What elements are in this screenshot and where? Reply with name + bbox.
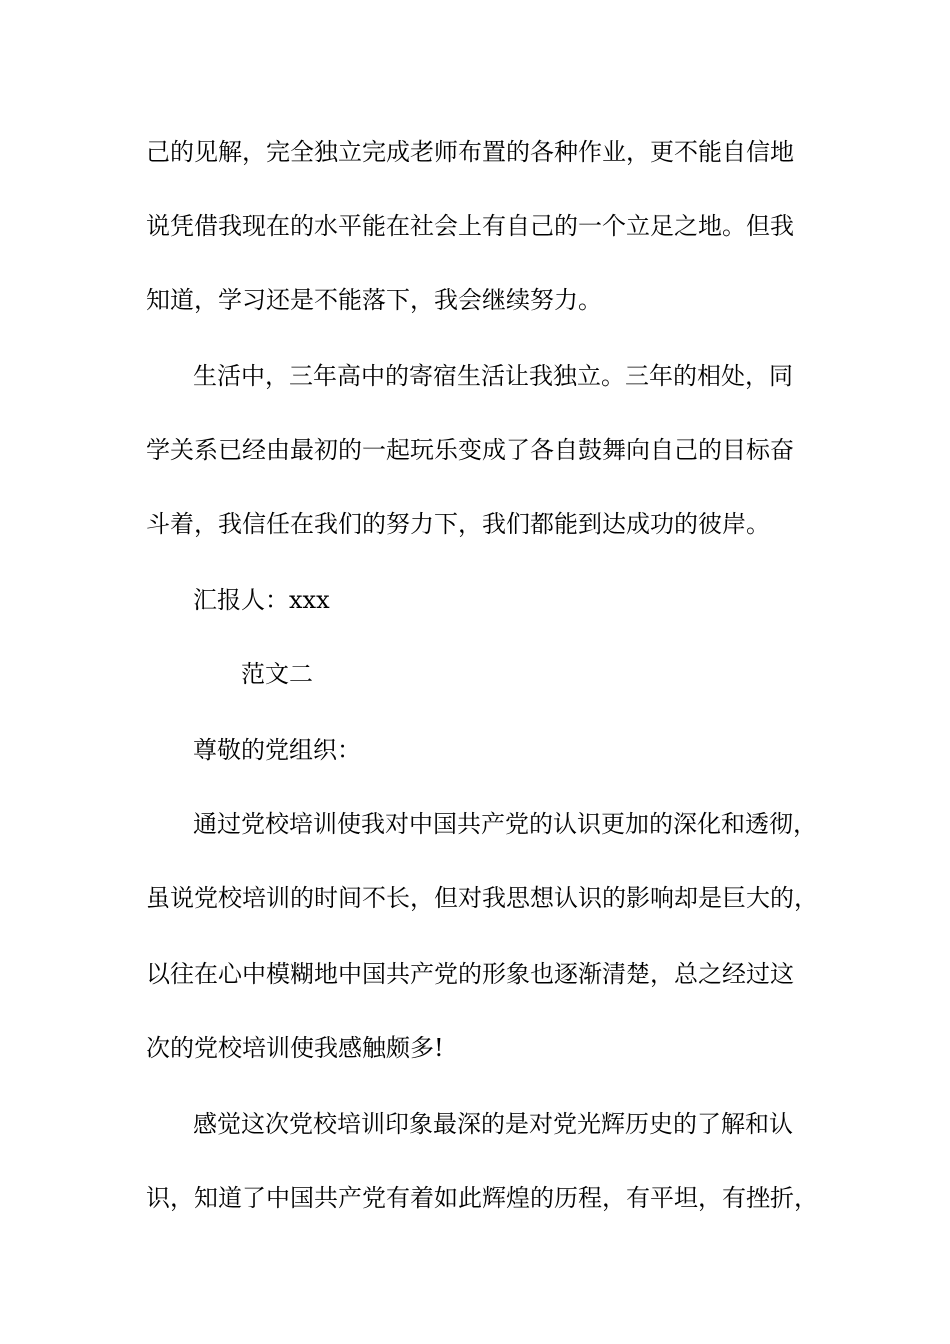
paragraph-line: 己的见解，完全独立完成老师布置的各种作业，更不能自信地 bbox=[146, 138, 794, 166]
paragraph-line: 说凭借我现在的水平能在社会上有自己的一个立足之地。但我 bbox=[146, 212, 794, 240]
paragraph-line: 次的党校培训使我感触颇多! bbox=[146, 1034, 444, 1062]
signature-line: 汇报人：xxx bbox=[193, 586, 330, 614]
paragraph-line: 生活中，三年高中的寄宿生活让我独立。三年的相处，同 bbox=[193, 362, 793, 390]
paragraph-line: 感觉这次党校培训印象最深的是对党光辉历史的了解和认 bbox=[193, 1110, 793, 1138]
section-heading: 范文二 bbox=[241, 660, 313, 688]
salutation: 尊敬的党组织： bbox=[193, 736, 361, 764]
paragraph-line: 通过党校培训使我对中国共产党的认识更加的深化和透彻， bbox=[193, 810, 817, 838]
paragraph-line: 识，知道了中国共产党有着如此辉煌的历程，有平坦，有挫折， bbox=[146, 1184, 818, 1212]
paragraph-line: 斗着，我信任在我们的努力下，我们都能到达成功的彼岸。 bbox=[146, 510, 770, 538]
paragraph-line: 知道，学习还是不能落下，我会继续努力。 bbox=[146, 286, 602, 314]
paragraph-line: 学关系已经由最初的一起玩乐变成了各自鼓舞向自己的目标奋 bbox=[146, 436, 794, 464]
paragraph-line: 虽说党校培训的时间不长，但对我思想认识的影响却是巨大的， bbox=[146, 884, 818, 912]
paragraph-line: 以往在心中模糊地中国共产党的形象也逐渐清楚，总之经过这 bbox=[146, 960, 794, 988]
